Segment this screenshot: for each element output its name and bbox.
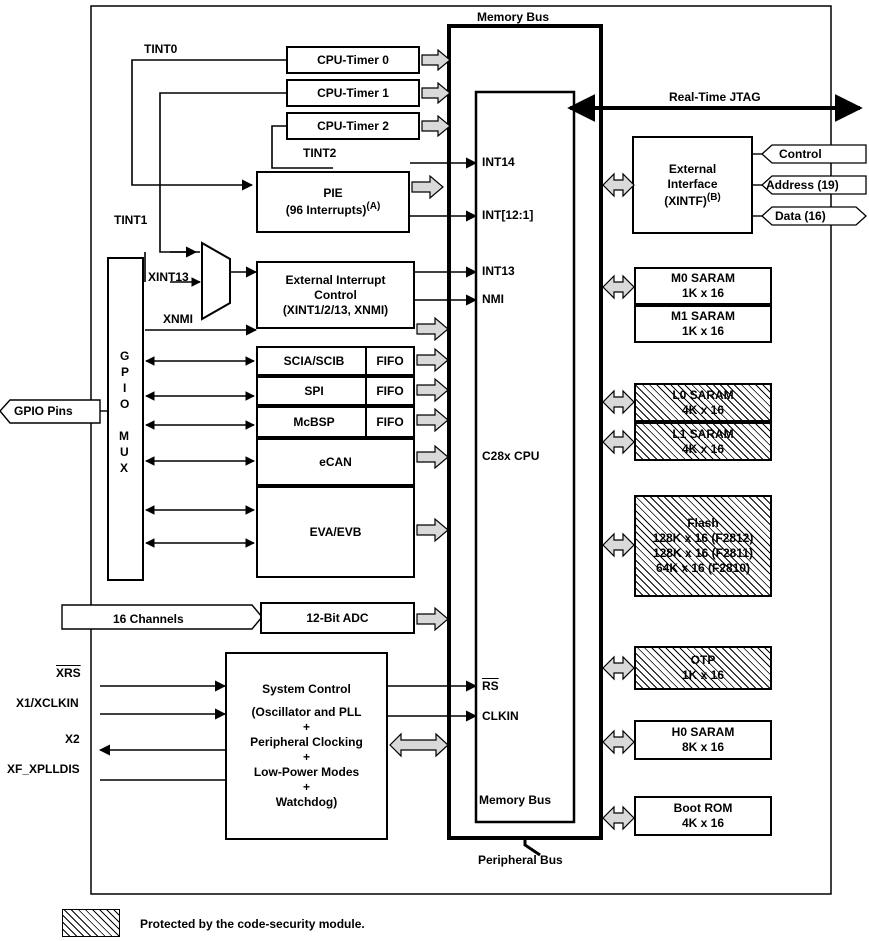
sysctl-watchdog: Watchdog) — [275, 795, 338, 809]
spi-fifo-label: FIFO — [365, 378, 413, 404]
xintf-bus-arrow — [601, 170, 635, 200]
control-signal-label: Control — [779, 147, 822, 161]
data-signal-label: Data (16) — [775, 209, 826, 223]
boot-rom-block — [634, 796, 772, 836]
cpu-timer-0-label: CPU-Timer 0 — [317, 52, 389, 67]
pie-footnote-marker: (A) — [366, 201, 381, 212]
l1-saram-size: 4K x 16 — [681, 441, 725, 456]
eva-evb-block — [256, 486, 415, 578]
pie-block — [256, 171, 410, 233]
sysctl-osc-pll: (Oscillator and PLL — [251, 705, 362, 719]
ext-int-line3: (XINT1/2/13, XNMI) — [282, 302, 389, 317]
pie-subtitle: (96 Interrupts) — [285, 203, 367, 217]
sysctl-peripheral-clocking: Peripheral Clocking — [250, 735, 363, 749]
pie-bus-arrow — [410, 172, 446, 202]
nmi-label: NMI — [482, 292, 504, 306]
m1-saram-size: 1K x 16 — [681, 324, 725, 338]
h0-saram-title: H0 SARAM — [671, 725, 735, 739]
flash-f2811: 128K x 16 (F2811) — [652, 546, 754, 560]
mcbsp-fifo-label: FIFO — [365, 408, 413, 436]
tint0-label: TINT0 — [144, 42, 178, 56]
memory-bus-arrows — [601, 267, 635, 842]
gpio-mux-letter-u: U — [120, 445, 129, 459]
flash-f2812: 128K x 16 (F2812) — [652, 531, 754, 545]
rs-label: $\overline{RS}$ — [482, 679, 499, 693]
l1-saram-block — [634, 422, 772, 461]
timer-bus-arrows — [420, 46, 454, 146]
int13-label: INT13 — [482, 264, 515, 278]
gpio-mux-letter-x: X — [120, 461, 129, 475]
address-signal-label: Address (19) — [766, 178, 839, 192]
m0-saram-block — [634, 267, 772, 305]
m1-saram-title: M1 SARAM — [670, 309, 735, 323]
scia-scib-block — [256, 346, 415, 376]
xintf-line3: (XINTF) — [664, 193, 707, 208]
xrs-label: $\overline{XRS}$ — [56, 666, 81, 680]
scia-fifo-label: FIFO — [365, 348, 413, 374]
sysctl-title: System Control — [262, 682, 351, 696]
sysctl-plus-2: + — [302, 750, 310, 764]
gpio-mux-letter-g: G — [120, 349, 130, 363]
scia-scib-label: SCIA/SCIB — [283, 353, 345, 368]
pie-title: PIE — [323, 186, 343, 200]
otp-block — [634, 646, 772, 690]
l0-saram-block — [634, 383, 772, 422]
l1-saram-title: L1 SARAM — [672, 426, 734, 441]
gpio-mux-letter-o: O — [120, 397, 130, 411]
tint2-label: TINT2 — [303, 146, 337, 160]
external-interrupt-control-block — [256, 261, 415, 329]
xint13-label: XINT13 — [148, 270, 189, 284]
otp-title: OTP — [690, 653, 716, 667]
legend-swatch — [62, 909, 120, 937]
ecan-block — [256, 438, 415, 486]
real-time-jtag-label: Real-Time JTAG — [669, 90, 761, 104]
otp-size: 1K x 16 — [681, 668, 725, 682]
sysctl-low-power: Low-Power Modes — [253, 765, 360, 779]
cpu-timer-1-block — [286, 79, 420, 107]
legend-label: Protected by the code-security module. — [140, 917, 365, 931]
xintf-line1: External — [668, 161, 717, 176]
system-control-block — [225, 652, 388, 840]
ext-int-line2: Control — [314, 287, 357, 302]
peripheral-bus-arrows — [415, 310, 453, 580]
xnmi-label: XNMI — [163, 312, 193, 326]
mcbsp-block — [256, 406, 415, 438]
adc-bus-arrow — [415, 604, 453, 634]
m0-saram-title: M0 SARAM — [670, 271, 735, 285]
sysctl-plus-1: + — [302, 720, 310, 734]
mcbsp-label: McBSP — [293, 414, 335, 429]
cpu-timer-2-label: CPU-Timer 2 — [317, 118, 389, 133]
m1-saram-block — [634, 305, 772, 343]
flash-f2810: 64K x 16 (F2810) — [655, 561, 751, 575]
memory-bus-top-label: Memory Bus — [477, 10, 550, 24]
boot-rom-size: 4K x 16 — [681, 816, 725, 830]
xintf-footnote-marker: (B) — [706, 191, 721, 203]
adc-block — [260, 602, 415, 634]
l0-saram-size: 4K x 16 — [681, 402, 725, 417]
peripheral-bus-label: Peripheral Bus — [478, 853, 563, 867]
spi-label: SPI — [304, 383, 324, 398]
ext-int-line1: External Interrupt — [285, 272, 386, 287]
gpio-mux-letter-m: M — [119, 429, 129, 443]
flash-block — [634, 495, 772, 597]
ecan-label: eCAN — [319, 454, 352, 469]
sysctl-bus-arrow — [388, 730, 450, 760]
int14-label: INT14 — [482, 155, 515, 169]
xintf-line2: Interface — [667, 176, 718, 191]
clkin-label: CLKIN — [482, 709, 519, 723]
external-interface-block — [632, 136, 753, 234]
gpio-mux-letter-p: P — [121, 365, 130, 379]
cpu-timer-0-block — [286, 46, 420, 74]
cpu-timer-1-label: CPU-Timer 1 — [317, 85, 389, 100]
xf-xplldis-label: XF_XPLLDIS — [7, 762, 80, 776]
sysctl-plus-3: + — [302, 780, 310, 794]
x2-label: X2 — [65, 732, 80, 746]
gpio-mux-letter-i: I — [123, 381, 127, 395]
int121-label: INT[12:1] — [482, 208, 534, 222]
c28x-cpu-label: C28x CPU — [482, 449, 540, 463]
x1-xclkin-label: X1/XCLKIN — [16, 696, 79, 710]
adc-label: 12-Bit ADC — [306, 610, 369, 625]
sixteen-channels-label: 16 Channels — [113, 612, 184, 626]
l0-saram-title: L0 SARAM — [672, 387, 734, 402]
memory-bus-bottom-label: Memory Bus — [479, 793, 552, 807]
gpio-pins-label: GPIO Pins — [14, 404, 73, 418]
m0-saram-size: 1K x 16 — [681, 286, 725, 300]
h0-saram-block — [634, 720, 772, 760]
flash-title: Flash — [687, 516, 719, 530]
eva-evb-label: EVA/EVB — [309, 524, 362, 539]
tint1-label: TINT1 — [114, 213, 148, 227]
spi-block — [256, 376, 415, 406]
h0-saram-size: 8K x 16 — [681, 740, 725, 754]
boot-rom-title: Boot ROM — [673, 801, 733, 815]
cpu-timer-2-block — [286, 112, 420, 140]
